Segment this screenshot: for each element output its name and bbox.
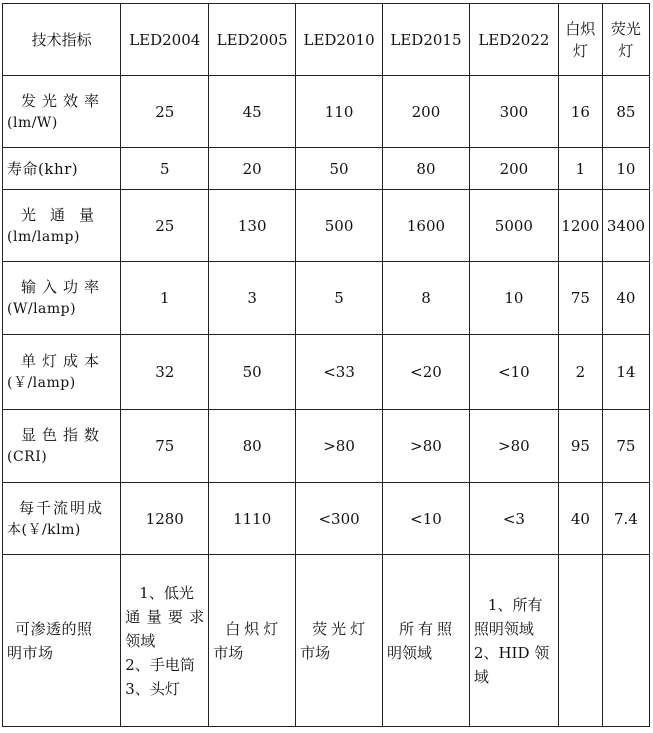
table-cell: 80 (383, 148, 470, 190)
table-cell: 10 (469, 262, 558, 335)
table-cell: 80 (209, 410, 296, 483)
col-header: LED2022 (469, 4, 558, 76)
table-cell: 25 (121, 76, 209, 148)
table-cell: <33 (296, 335, 383, 410)
table-cell: >80 (383, 410, 470, 483)
table-cell: 3400 (602, 190, 649, 262)
market-cell-led2010: 荧光灯 市场 (296, 555, 383, 727)
table-cell: 85 (602, 76, 649, 148)
table-cell: 40 (602, 262, 649, 335)
table-cell: 75 (121, 410, 209, 483)
market-cell-led2022: 1、所有 照明领域 2、HID 领 域 (469, 555, 558, 727)
table-cell: 1600 (383, 190, 470, 262)
table-row (3, 148, 650, 190)
table-cell: 10 (602, 148, 649, 190)
market-row (3, 555, 650, 727)
table-cell: 50 (209, 335, 296, 410)
table-cell: <300 (296, 483, 383, 555)
row-label: 每千流明成 本(￥/klm) (3, 483, 121, 555)
table-cell: <3 (469, 483, 558, 555)
corner-header: 技术指标 (3, 4, 121, 76)
table-row (3, 262, 650, 335)
table-cell: >80 (469, 410, 558, 483)
market-cell-led2004: 1、低光 通量要求 领域 2、手电筒 3、头灯 (121, 555, 209, 727)
row-label: 单灯成本 (￥/lamp) (3, 335, 121, 410)
table-cell: 75 (558, 262, 602, 335)
market-row-label: 可渗透的照 明市场 (3, 555, 121, 727)
col-header: LED2010 (296, 4, 383, 76)
table-row (3, 483, 650, 555)
row-label: 发光效率 (lm/W) (3, 76, 121, 148)
col-header: LED2015 (383, 4, 470, 76)
table-cell: 110 (296, 76, 383, 148)
table-cell: 300 (469, 76, 558, 148)
table-cell: 45 (209, 76, 296, 148)
table-cell: 8 (383, 262, 470, 335)
table-cell: 3 (209, 262, 296, 335)
table-cell: 5 (121, 148, 209, 190)
table-row (3, 76, 650, 148)
table-cell: 20 (209, 148, 296, 190)
table-cell: 14 (602, 335, 649, 410)
header-row (3, 4, 650, 76)
table-cell: 95 (558, 410, 602, 483)
table-cell: <10 (383, 483, 470, 555)
table-cell: >80 (296, 410, 383, 483)
table-cell: 5 (296, 262, 383, 335)
table-cell: 40 (558, 483, 602, 555)
table-cell: 32 (121, 335, 209, 410)
table-cell: 16 (558, 76, 602, 148)
table-cell: 75 (602, 410, 649, 483)
table-cell: <20 (383, 335, 470, 410)
table-cell: 50 (296, 148, 383, 190)
table-cell: 1200 (558, 190, 602, 262)
table-cell: 1110 (209, 483, 296, 555)
market-cell-led2005: 白炽灯 市场 (209, 555, 296, 727)
table-row (3, 190, 650, 262)
market-cell-incandescent (558, 555, 602, 727)
table-row (3, 410, 650, 483)
table-cell: 25 (121, 190, 209, 262)
row-label: 光通量 (lm/lamp) (3, 190, 121, 262)
table-cell: 5000 (469, 190, 558, 262)
table-cell: 130 (209, 190, 296, 262)
row-label: 显色指数 (CRI) (3, 410, 121, 483)
market-cell-led2015: 所有照 明领域 (383, 555, 470, 727)
table-row (3, 335, 650, 410)
col-header: 荧光 灯 (602, 4, 649, 76)
col-header: 白炽 灯 (558, 4, 602, 76)
col-header: LED2004 (121, 4, 209, 76)
table-cell: 2 (558, 335, 602, 410)
col-header: LED2005 (209, 4, 296, 76)
table-cell: 7.4 (602, 483, 649, 555)
row-label: 输入功率 (W/lamp) (3, 262, 121, 335)
table-cell: <10 (469, 335, 558, 410)
spec-table (2, 3, 650, 727)
row-label: 寿命(khr) (3, 148, 121, 190)
table-cell: 1 (558, 148, 602, 190)
table-cell: 1280 (121, 483, 209, 555)
market-cell-fluorescent (602, 555, 649, 727)
table-cell: 200 (469, 148, 558, 190)
table-cell: 200 (383, 76, 470, 148)
table-cell: 500 (296, 190, 383, 262)
table-cell: 1 (121, 262, 209, 335)
